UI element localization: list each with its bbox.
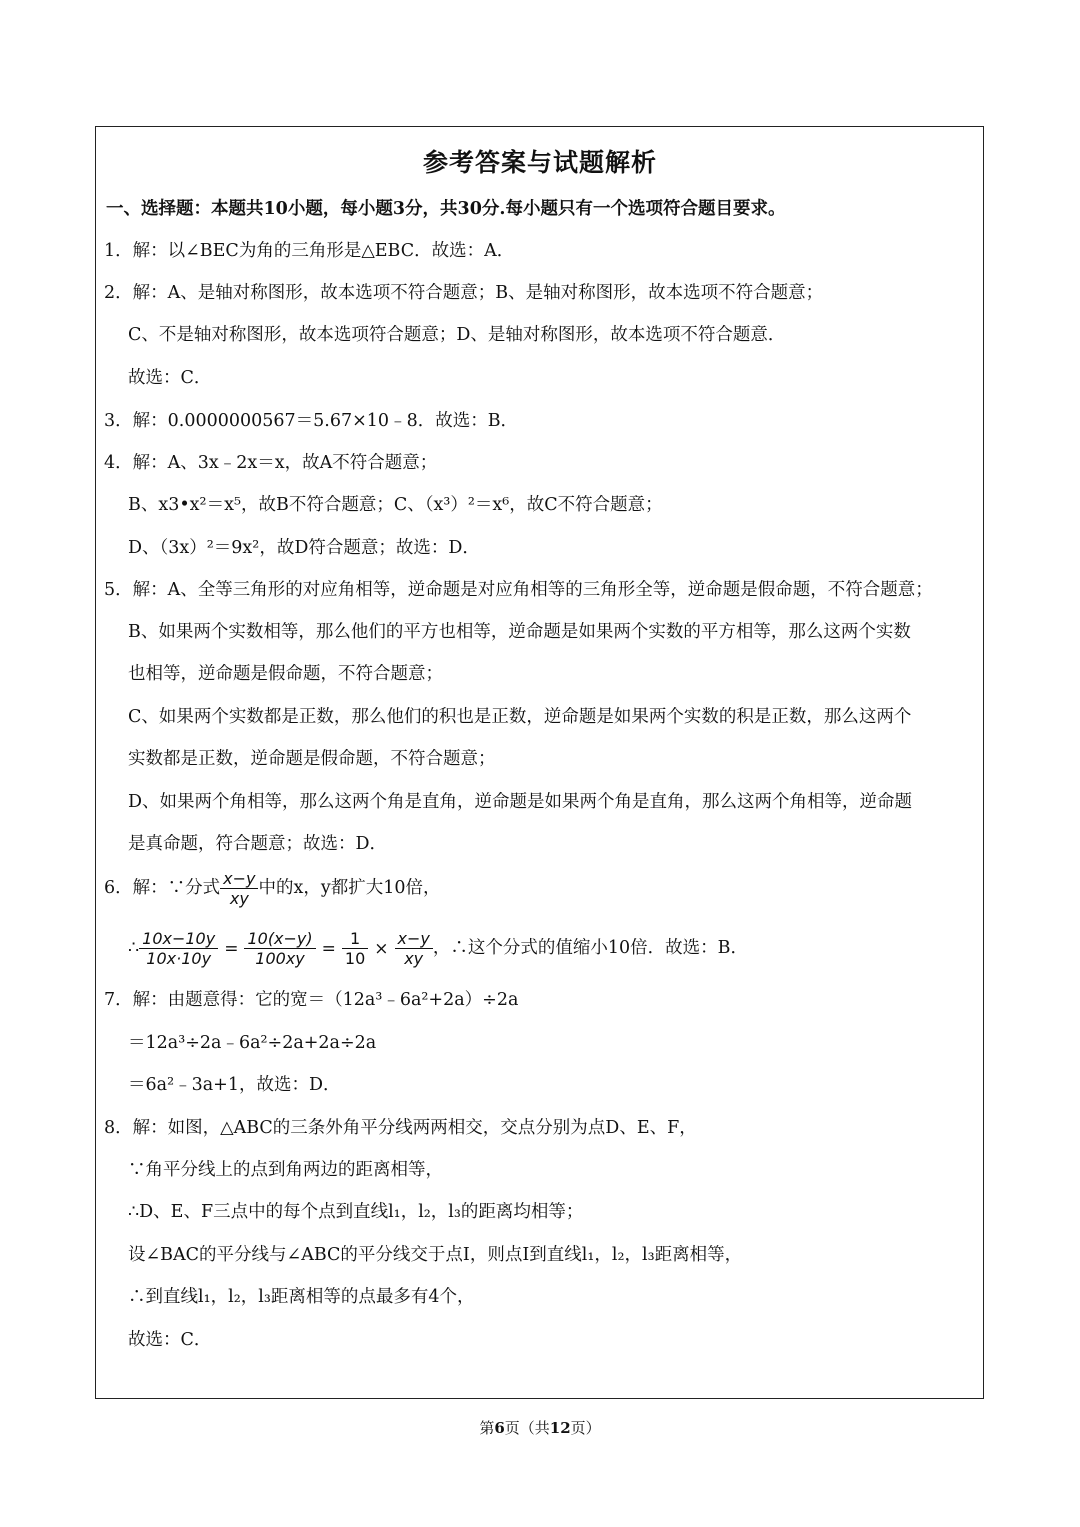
answer-7-line-3: ＝6a²﹣3a+1，故选：D．	[128, 1075, 341, 1095]
page-title: 参考答案与试题解析	[422, 148, 657, 177]
answer-5-line-2: B、如果两个实数相等，那么他们的平方也相等，逆命题是如果两个实数的平方相等，那么这两个实数	[128, 622, 911, 642]
answer-5-line-3: 也相等，逆命题是假命题，不符合题意；	[128, 664, 443, 684]
footer-mid: 页（共	[504, 1419, 550, 1437]
times-sign: ×	[374, 938, 389, 959]
fraction-3	[342, 929, 368, 968]
answer-2-line-1: 2．解：A、是轴对称图形，故本选项不符合题意；B、是轴对称图形，故本选项不符合题意；	[104, 283, 824, 303]
fraction-1-numerator: 10x−10y	[139, 929, 218, 949]
fraction-2-denominator: 100xy	[255, 949, 305, 968]
section-heading: 一、选择题：本题共10小题，每小题3分，共30分.每小题只有一个选项符合题目要求。	[106, 199, 786, 219]
fraction-numerator: x−y	[220, 869, 258, 889]
footer-total-pages: 12	[549, 1419, 571, 1437]
equals-1: =	[224, 938, 239, 959]
fraction-4	[395, 929, 433, 968]
footer-post: 页）	[570, 1419, 601, 1437]
answer-5-line-4: C、如果两个实数都是正数，那么他们的积也是正数，逆命题是如果两个实数的积是正数，那么这两个	[128, 707, 912, 727]
footer-pre: 第	[479, 1419, 495, 1437]
answer-5-line-7: 是真命题，符合题意；故选：D．	[128, 834, 388, 854]
answer-8-line-4: 设∠BAC的平分线与∠ABC的平分线交于点I，则点I到直线l₁，l₂，l₃距离相等，	[128, 1245, 743, 1265]
answer-6-suffix: 中的x，y都扩大10倍，	[258, 878, 441, 898]
footer-page-number: 6	[494, 1419, 505, 1437]
answer-8-line-1: 8．解：如图，△ABC的三条外角平分线两两相交，交点分别为点D、E、F，	[104, 1118, 697, 1138]
fraction-x-y-over-xy	[220, 869, 258, 908]
fraction-3-denominator: 10	[344, 949, 366, 968]
answer-5-line-6: D、如果两个角相等，那么这两个角是直角，逆命题是如果两个角是直角，那么这两个角相等，逆命题	[128, 792, 913, 812]
fraction-4-numerator: x−y	[395, 929, 433, 949]
answer-3: 3．解：0.0000000567＝5.67×10﹣8．故选：B．	[104, 411, 519, 431]
page-footer	[0, 1417, 1080, 1438]
therefore-symbol: ∴	[128, 938, 140, 958]
fraction-1-denominator: 10x·10y	[146, 949, 212, 968]
fraction-3-numerator: 1	[342, 929, 368, 949]
answer-8-line-3: ∴D、E、F三点中的每个点到直线l₁，l₂，l₃的距离均相等；	[128, 1202, 584, 1222]
answer-4-line-3: D、（3x）²＝9x²，故D符合题意；故选：D．	[128, 538, 480, 558]
answer-6-prefix: 6．解：∵分式	[104, 878, 221, 898]
answer-4-line-2: B、x3•x²＝x⁵，故B不符合题意；C、（x³）²＝x⁶，故C不符合题意；	[128, 495, 663, 515]
answer-2-line-2: C、不是轴对称图形，故本选项符合题意；D、是轴对称图形，故本选项不符合题意．	[128, 325, 786, 345]
answer-7-line-2: ＝12a³÷2a﹣6a²÷2a+2a÷2a	[128, 1033, 377, 1053]
answer-1: 1．解：以∠BEC为角的三角形是△EBC．故选：A．	[104, 241, 515, 261]
answer-7-line-1: 7．解：由题意得：它的宽＝（12a³﹣6a²+2a）÷2a	[104, 990, 519, 1010]
answer-8-line-6: 故选：C．	[128, 1330, 212, 1350]
answer-8-line-5: ∴到直线l₁，l₂，l₃距离相等的点最多有4个，	[128, 1287, 475, 1307]
fraction-denominator: xy	[229, 889, 249, 908]
equals-2: =	[321, 938, 336, 959]
answer-6-conclusion: ，∴这个分式的值缩小10倍．故选：B．	[432, 938, 748, 958]
answer-5-line-5: 实数都是正数，逆命题是假命题，不符合题意；	[128, 749, 496, 769]
answer-2-line-3: 故选：C．	[128, 368, 212, 388]
fraction-2	[244, 929, 315, 968]
answer-6-line-1	[104, 868, 441, 908]
answer-6-equation	[128, 924, 748, 973]
answer-8-line-2: ∵角平分线上的点到角两边的距离相等，	[128, 1160, 443, 1180]
fraction-4-denominator: xy	[404, 949, 424, 968]
fraction-1	[139, 929, 218, 968]
answer-5-line-1: 5．解：A、全等三角形的对应角相等，逆命题是对应角相等的三角形全等，逆命题是假命题，不符合题意；	[104, 580, 933, 600]
fraction-2-numerator: 10(x−y)	[244, 929, 315, 949]
answer-4-line-1: 4．解：A、3x﹣2x＝x，故A不符合题意；	[104, 453, 438, 473]
